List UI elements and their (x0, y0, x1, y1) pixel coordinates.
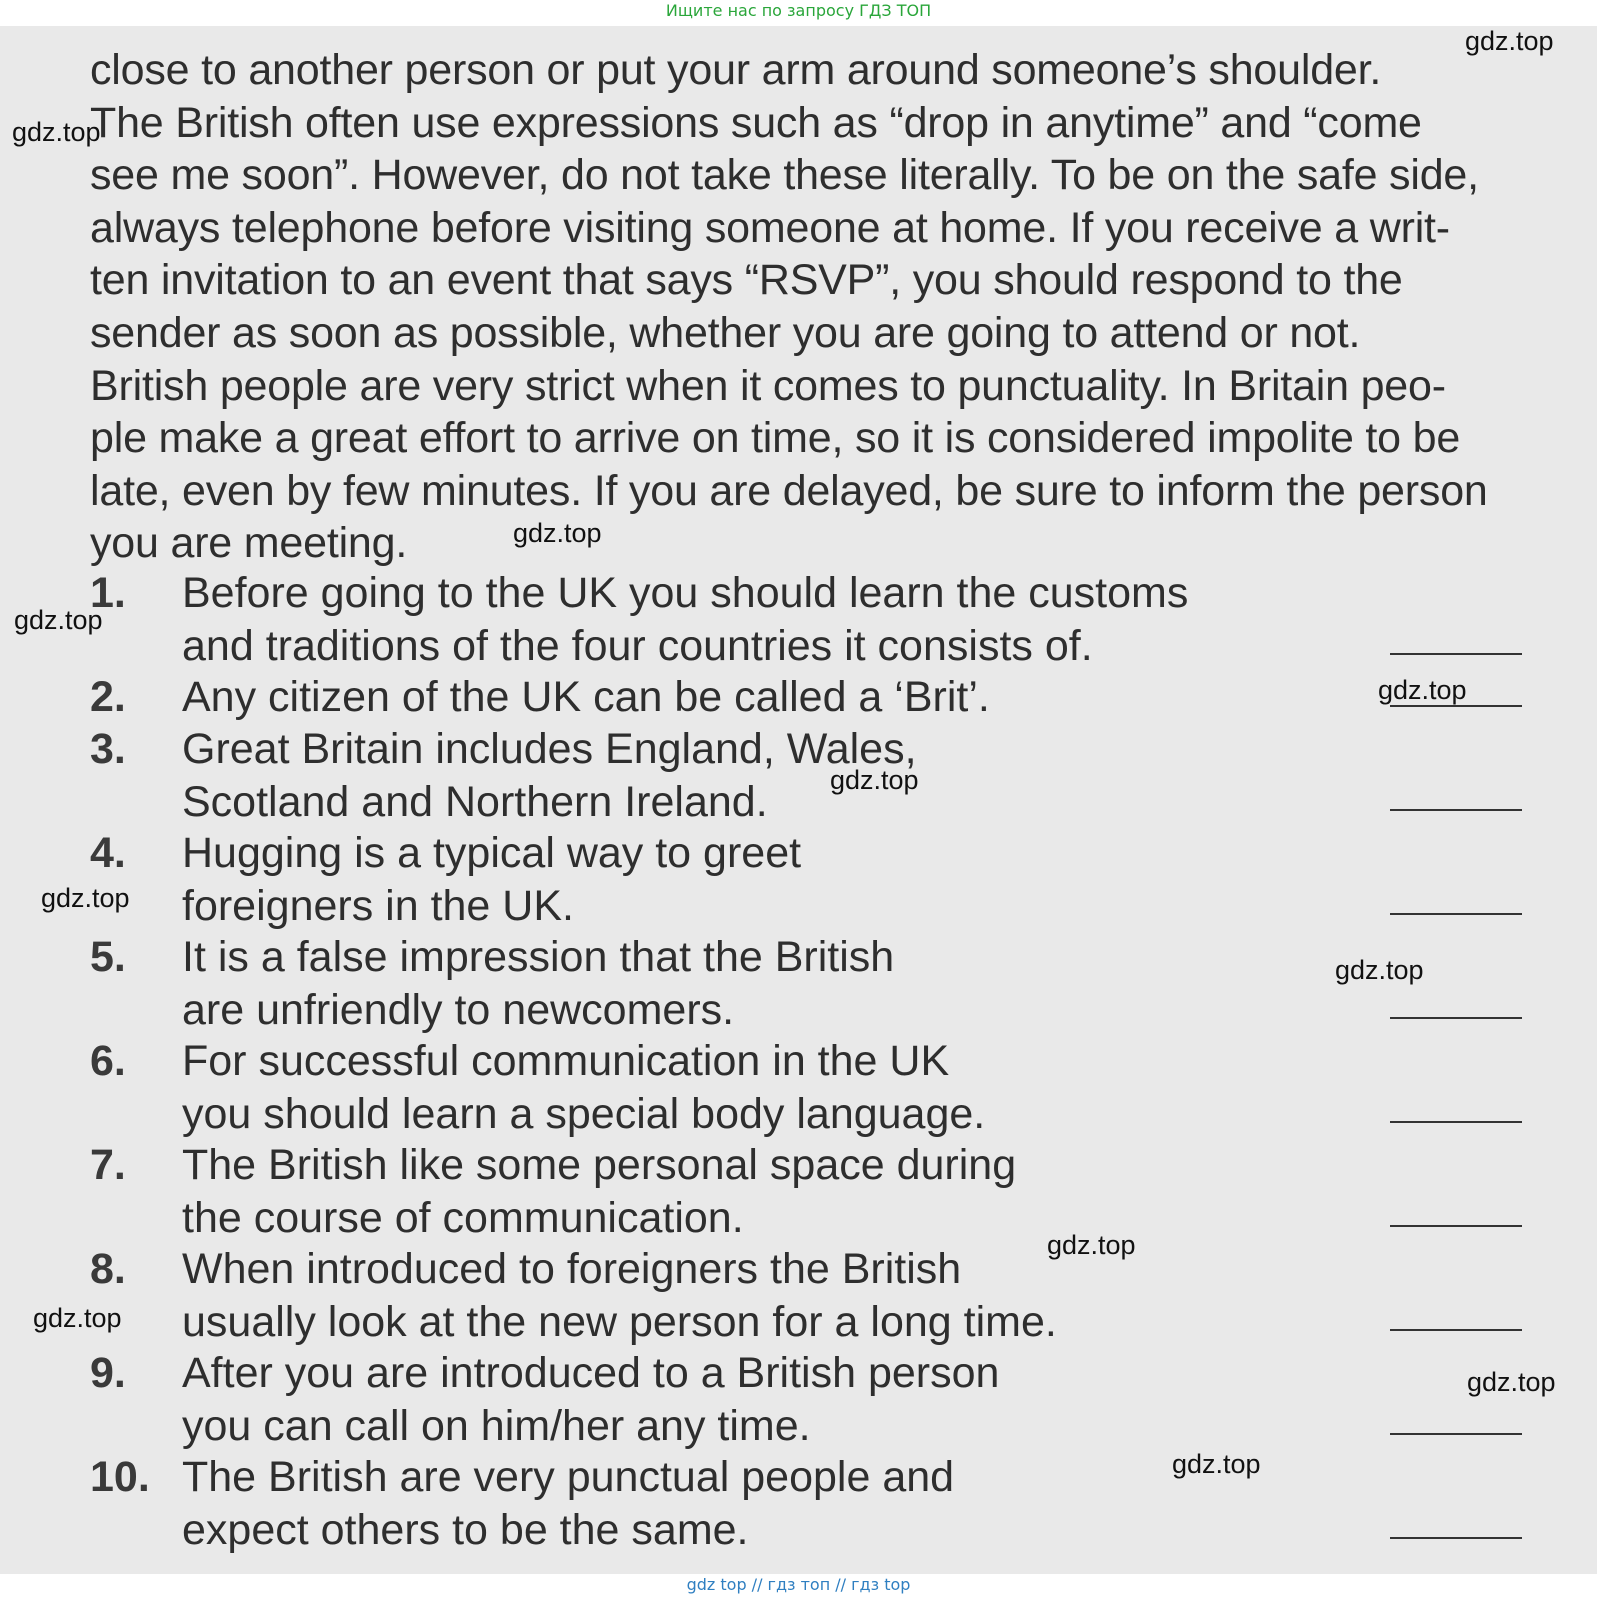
paragraph-line: ten invitation to an event that says “RSVP”, you should respond to the (90, 256, 1403, 305)
bottom-banner[interactable]: gdz top // гдз топ // гдз top (686, 1575, 911, 1594)
paragraph-line: late, even by few minutes. If you are delayed, be sure to inform the person (90, 466, 1488, 515)
statement-line: and traditions of the four countries it consists of. (182, 622, 1093, 670)
statement-line: foreigners in the UK. (182, 882, 574, 930)
statement-number: 8. (90, 1245, 126, 1293)
statement-line: The British like some personal space during (182, 1141, 1017, 1189)
watermark: gdz.top (41, 883, 130, 913)
watermark: gdz.top (830, 765, 919, 795)
paragraph-line: The British often use expressions such as “drop in anytime” and “come (90, 98, 1422, 147)
statement-line: the course of communication. (182, 1194, 744, 1242)
watermark: gdz.top (1378, 675, 1467, 705)
answer-blank[interactable] (1390, 1225, 1522, 1227)
scanned-page (0, 26, 1597, 1574)
paragraph-line: close to another person or put your arm around someone’s shoulder. (90, 46, 1382, 94)
statement-line: When introduced to foreigners the British (182, 1245, 962, 1293)
statement-line: It is a false impression that the British (182, 933, 895, 981)
statement-number: 10. (90, 1453, 150, 1501)
paragraph-line: you are meeting. (90, 519, 408, 568)
answer-blank[interactable] (1390, 1537, 1522, 1539)
answer-blank[interactable] (1390, 809, 1522, 811)
statement-line: usually look at the new person for a long time. (182, 1298, 1057, 1346)
watermark: gdz.top (33, 1303, 122, 1333)
answer-blank[interactable] (1390, 1017, 1522, 1019)
watermark: gdz.top (1467, 1367, 1556, 1397)
top-banner[interactable]: Ищите нас по запросу ГДЗ ТОП (665, 1, 932, 20)
answer-blank[interactable] (1390, 1433, 1522, 1435)
statement-line: For successful communication in the UK (182, 1037, 950, 1085)
answer-blank[interactable] (1390, 1329, 1522, 1331)
watermark: gdz.top (12, 117, 101, 147)
statement-line: Any citizen of the UK can be called a ‘Brit’. (182, 673, 990, 721)
paragraph-line: always telephone before visiting someone at home. If you receive a writ- (90, 203, 1450, 252)
watermark: gdz.top (14, 605, 103, 635)
paragraph-line: see me soon”. However, do not take these literally. To be on the safe side, (90, 151, 1479, 200)
watermark: gdz.top (1465, 26, 1554, 56)
statement-line: are unfriendly to newcomers. (182, 986, 735, 1034)
statement-line: you should learn a special body language. (182, 1090, 986, 1138)
statement-line: Before going to the UK you should learn the customs (182, 569, 1189, 617)
answer-blank[interactable] (1390, 653, 1522, 655)
statement-number: 4. (90, 829, 126, 877)
statement-number: 9. (90, 1349, 126, 1397)
statement-line: expect others to be the same. (182, 1506, 749, 1554)
statement-number: 3. (90, 725, 126, 773)
answer-blank[interactable] (1390, 913, 1522, 915)
text-paragraph (90, 44, 1560, 570)
statement-line: After you are introduced to a British person (182, 1349, 1000, 1397)
statement-line: you can call on him/her any time. (182, 1402, 811, 1450)
watermark: gdz.top (513, 518, 602, 548)
answer-blank[interactable] (1390, 1121, 1522, 1123)
paragraph-line: sender as soon as possible, whether you are going to attend or not. (90, 308, 1361, 357)
watermark: gdz.top (1047, 1230, 1136, 1260)
statement-number: 5. (90, 933, 126, 981)
watermark: gdz.top (1172, 1449, 1261, 1479)
watermark: gdz.top (1335, 955, 1424, 985)
paragraph-line: British people are very strict when it comes to punctuality. In Britain peo- (90, 361, 1446, 410)
statement-number: 1. (90, 569, 126, 617)
statement-line: The British are very punctual people and (182, 1453, 955, 1501)
statement-number: 2. (90, 673, 126, 721)
statement-number: 7. (90, 1141, 126, 1189)
statement-line: Great Britain includes England, Wales, (182, 725, 917, 773)
statement-number: 6. (90, 1037, 126, 1085)
statement-line: Hugging is a typical way to greet (182, 829, 802, 877)
statement-line: Scotland and Northern Ireland. (182, 778, 768, 826)
paragraph-line: ple make a great effort to arrive on time, so it is considered impolite to be (90, 414, 1461, 463)
